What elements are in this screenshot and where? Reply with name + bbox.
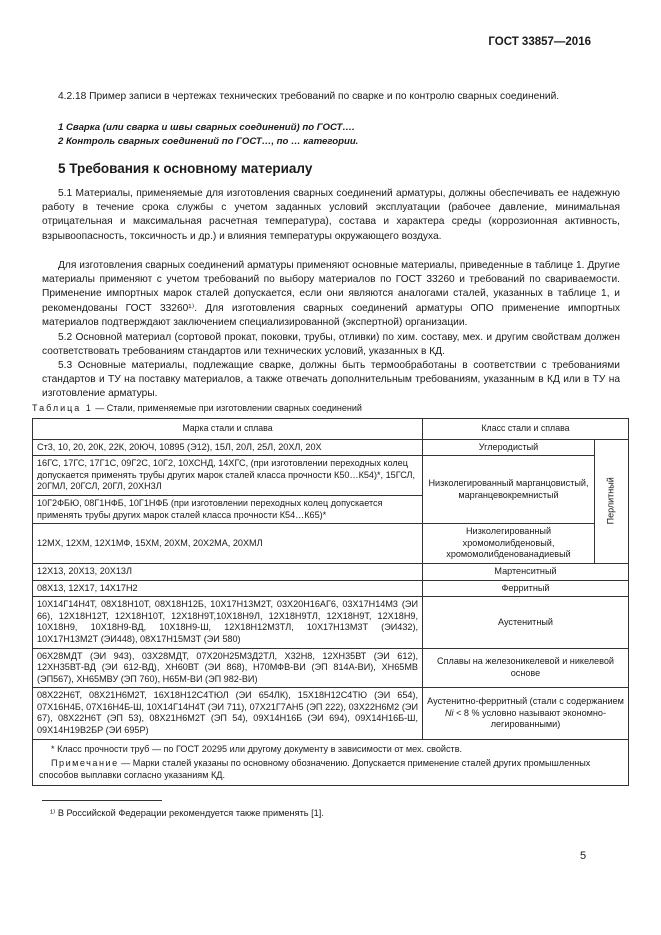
class-cell: Низколегированный хромомолибденовый, хромомолибденованадиевый (423, 524, 595, 564)
page-footnote: ¹⁾ В Российской Федерации рекомендуется также применять [1]. (50, 808, 324, 818)
grade-cell: Ст3, 10, 20, 20К, 22К, 20ЮЧ, 10895 (Э12), 15Л, 20Л, 25Л, 20ХЛ, 20Х (33, 439, 423, 456)
paragraph-5-1-materials: Для изготовления сварных соединений арматуры применяют основные материалы, приведенные в таблице 1. Другие материалы применяют с учетом требований по выбору материалов по ГОСТ 33260 и требований по свариваемости. Применение импортных марок сталей допускается, если они являются аналогами сталей, указанных в таблице 1, и рекомендованы ГОСТ 33260¹⁾. Для изготовления сварных соединений арматуры ОПО применение импортных материалов подтверждают заключением специализированной (экспертной) организации. (42, 260, 620, 328)
grade-cell: 08Х22Н6Т, 08Х21Н6М2Т, 16Х18Н12С4ТЮЛ (ЭИ 654ЛК), 15Х18Н12С4ТЮ (ЭИ 654), 07Х16Н4Б, 07Х16Н4Б-Ш, 10Х14Г14Н4Т (ЭИ 711), 07Х21Г7АН5 (ЭП 222), 03Х22Н6М2 (ЭИ 67), 08Х22Н6Т (ЭП 53), 08Х21Н6М2Т (ЭП 54), 09Х14Н16Б (ЭИ 694), 09Х14Н16Б-Ш, 09Х14Н19В2БР (ЭИ 695Р) (33, 688, 423, 739)
grade-cell: 12Х13, 20Х13, 20Х13Л (33, 563, 423, 580)
class-text-2: < 8 % условно называют экономно-легированными) (453, 707, 607, 730)
steels-table (32, 418, 629, 786)
table-footnote: * Класс прочности труб — по ГОСТ 20295 или другому документу в зависимости от мех. свойств. (51, 743, 463, 754)
note-label: Примечание (51, 758, 119, 769)
grade-cell: 10Х14Г14Н4Т, 08Х18Н10Т, 08Х18Н12Б, 10Х17Н13М2Т, 03Х20Н16АГ6, 03Х17Н14М3 (ЭИ 66), 12Х18Н12Т, 12Х18Н10Т, 12Х18Н9Т,10Х18Н9Л, 12Х18Н9ТЛ, 12Х18Н9Т, 12Х18Н9, 10Х18Н9, 10Х18Н9-ВД, 10Х18Н9-Ш, 12Х18Н12М3ТЛ, 10Х17Н13М3Т (ЭИ432), 10Х17Н13М2Т (ЭИ448), 08Х17Н15М3Т (ЭИ 580) (33, 597, 423, 648)
table-row (33, 563, 629, 580)
table-notes (33, 739, 629, 786)
grade-cell: 10Г2ФБЮ, 08Г1НФБ, 10Г1НФБ (при изготовлении переходных колец допускается применять трубы других марок сталей класса прочности К54…К65)* (33, 495, 423, 523)
table-note (39, 758, 622, 781)
ni-symbol: Ni (444, 707, 454, 718)
table-caption-text: — Стали, применяемые при изготовлении сварных соединений (92, 403, 362, 413)
table-row (33, 439, 629, 456)
header-grade: Марка стали и сплава (33, 419, 423, 440)
class-cell: Сплавы на железоникелевой и никелевой основе (423, 648, 629, 688)
grade-cell: 16ГС, 17ГС, 17Г1С, 09Г2С, 10Г2, 10ХСНД, 14ХГС, (при изготовлении переходных колец допускается применять трубы других марок сталей класса прочности К50…К54)*, 15ГСЛ, 20ГМЛ, 20ГСЛ, 20ГЛ, 20ХН3Л (33, 456, 423, 496)
page-number: 5 (580, 850, 587, 862)
table-header-row (33, 419, 629, 440)
section-5-title: 5 Требования к основному материалу (58, 161, 313, 176)
footnote-divider (42, 800, 162, 801)
class-cell: Аустенитный (423, 597, 629, 648)
table-row (33, 456, 629, 496)
header-class: Класс стали и сплава (423, 419, 629, 440)
table-row (33, 688, 629, 739)
example-line-2: 2 Контроль сварных соединений по ГОСТ…, по … категории. (58, 136, 359, 147)
table-notes-row (33, 739, 629, 786)
table-row (33, 648, 629, 688)
class-text-1: Аустенитно-ферритный (стали с содержанием (427, 696, 624, 707)
class-cell: Углеродистый (423, 439, 595, 456)
grade-cell: 12МХ, 12ХМ, 12Х1МФ, 15ХМ, 20ХМ, 20Х2МА, 20ХМЛ (33, 524, 423, 564)
grade-cell: 06Х28МДТ (ЭИ 943), 03Х28МДТ, 07Х20Н25М3Д2ТЛ, Х32Н8, 12ХН35ВТ (ЭИ 612), 12ХН35ВТ-ВД (ЭИ 612-ВД), ХН60ВТ (ЭИ 868), Н70МФВ-ВИ (ЭП 814А-ВИ), ХН65МВ (ЭП567), ХН65МВУ (ЭП 760), Н65М-ВИ (ЭП 982-ВИ) (33, 648, 423, 688)
class-cell: Мартенситный (423, 563, 629, 580)
table-row (33, 597, 629, 648)
grade-cell: 08Х13, 12Х17, 14Х17Н2 (33, 580, 423, 597)
paragraph-5-1: 5.1 Материалы, применяемые для изготовления сварных соединений арматуры, должны обеспечивать ее надежную работу в течение срока службы с учетом заданных условий эксплуатации (рабочее давление, минимальная отрицательная и максимальная расчетная температура), состава и характера среды (коррозионная активность, взрывоопасность, токсичность и др.) и влияния температуры окружающего воздуха. (42, 188, 620, 242)
class-cell: Низколегированный марганцовистый, марганцевокремнистый (423, 456, 595, 524)
class-cell: Ферритный (423, 580, 629, 597)
paragraph-5-3: 5.3 Основные материалы, подлежащие сварке, должны быть термообработаны в соответствии с требованиями стандартов и ТУ на поставку материалов, а также отвечать дополнительным требованиям, указанным в КД или в ТУ на изготовление арматуры. (42, 360, 620, 400)
table-row (33, 524, 629, 564)
example-line-1: 1 Сварка (или сварка и швы сварных соединений) по ГОСТ…. (58, 122, 355, 133)
table-caption-label: Таблица 1 (32, 403, 93, 413)
class-cell (423, 688, 629, 739)
perlitic-cell (595, 439, 629, 563)
paragraph-4-2-18: 4.2.18 Пример записи в чертежах технических требований по сварке и по контролю сварных соединений. (58, 91, 560, 102)
note-text: — Марки сталей указаны по основному обозначению. Допускается применение сталей других промышленных способов выплавки согласно указаниям КД. (39, 758, 591, 780)
paragraph-5-2: 5.2 Основной материал (сортовой прокат, поковки, трубы, отливки) по хим. составу, мех. и другим свойствам должен соответствовать требованиям стандартов или технических условий, указанных в КД. (42, 332, 620, 358)
table-row (33, 580, 629, 597)
table-caption (32, 402, 362, 414)
perlitic-label: Перлитный (605, 477, 616, 525)
document-id: ГОСТ 33857—2016 (488, 36, 591, 48)
